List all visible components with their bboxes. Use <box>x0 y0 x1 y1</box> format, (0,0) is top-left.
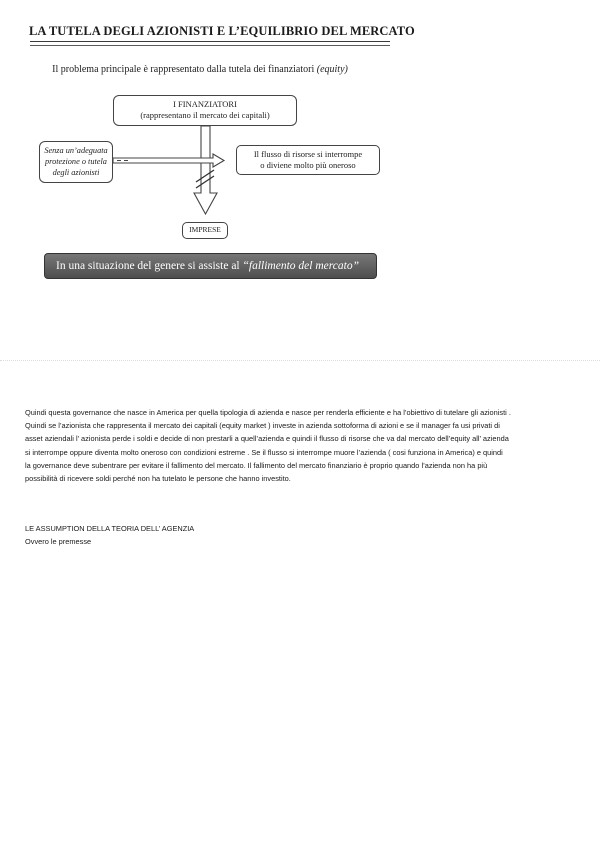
finanziatori-description: (rappresentano il mercato dei capitali) <box>140 110 270 120</box>
market-failure-banner <box>44 253 377 279</box>
section-subheading: Ovvero le premesse <box>25 537 92 546</box>
no-protection-line: protezione o tutela <box>45 157 107 166</box>
page-separator <box>0 360 600 361</box>
paragraph-line: la governance deve subentrare per evitare il fallimento del mercato. Il fallimento del mercato finanziario è proprio quando l’azienda non ha più <box>25 460 488 470</box>
no-protection-line: Senza un’adeguata <box>44 146 108 155</box>
section-heading: LE ASSUMPTION DELLA TEORIA DELL’ AGENZIA <box>25 524 195 533</box>
paragraph-line: si interrompe oppure diventa molto oneroso con condizioni estreme . Se il flusso si interrompe muore l’azienda ( cosi funziona in America) e quindi <box>25 447 503 457</box>
subtitle-emphasis: (equity) <box>316 64 348 75</box>
banner-emphasis: “fallimento del mercato” <box>242 260 359 272</box>
no-protection-box <box>39 141 113 183</box>
body-paragraph <box>25 406 585 485</box>
subtitle-text: Il problema principale è rappresentato dalla tutela dei finanziatori <box>52 64 315 75</box>
paragraph-line: asset aziendali l’ azionista perde i soldi e decide di non prestarli a quell’azienda e quindi il flusso di risorse che va dal mercato dell’equity all’ azienda <box>25 434 509 444</box>
banner-text: In una situazione del genere si assiste al <box>56 260 240 272</box>
paragraph-line: Quindi se l’azionista che rappresenta il mercato dei capitali (equity market ) investe in azienda sottoforma di azioni e se il manager fa usi privati di <box>25 421 500 431</box>
paragraph-line: Quindi questa governance che nasce in America per quella tipologia di azienda e nasce per renderla efficiente e ha l’obiettivo di tutelare gli azionisti . <box>25 408 511 417</box>
imprese-box: IMPRESE <box>182 222 228 239</box>
slide-title: LA TUTELA DEGLI AZIONISTI E L’EQUILIBRIO DEL MERCATO <box>29 24 415 38</box>
finanziatori-box <box>113 95 297 126</box>
no-protection-line: degli azionisti <box>52 168 100 177</box>
flow-interrupted-line: Il flusso di risorse si interrompe <box>253 149 363 159</box>
paragraph-line: possibilità di ricevere soldi perché non ha tutelato le persone che hanno investito. <box>25 474 291 484</box>
flow-interrupted-box <box>236 145 380 175</box>
finanziatori-label: I FINANZIATORI <box>173 99 237 109</box>
flow-interrupted-line: o diviene molto più oneroso <box>260 160 356 170</box>
